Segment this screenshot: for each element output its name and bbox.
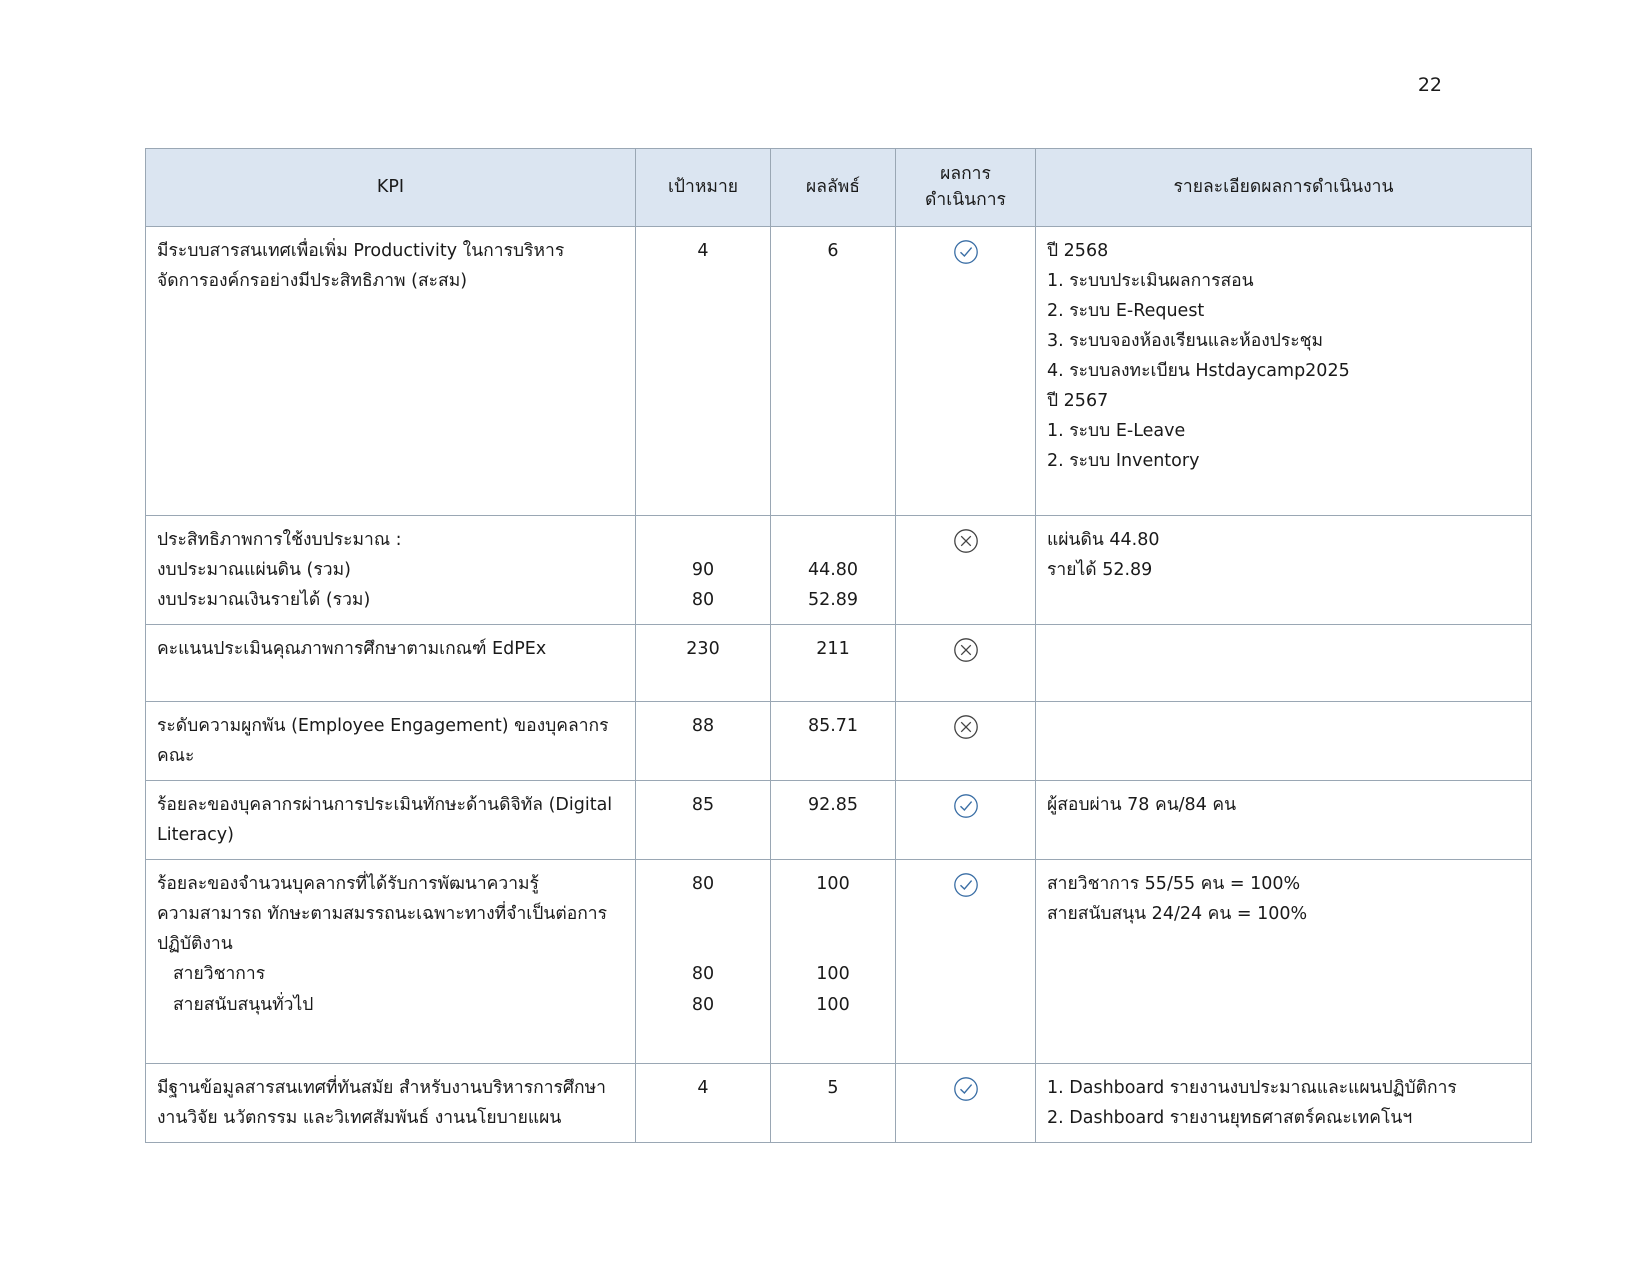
result-value: 92.85 [807, 794, 859, 815]
kpi-line: ความสามารถ ทักษะตามสมรรถนะเฉพาะทางที่จำเป็นต่อการ [157, 904, 608, 925]
cell-result [771, 226, 896, 515]
table-row [146, 226, 1532, 515]
kpi-line: ร้อยละของบุคลากรผ่านการประเมินทักษะด้านดิจิทัล (Digital [157, 794, 613, 815]
check-circle-icon [953, 872, 979, 898]
kpi-line: มีระบบสารสนเทศเพื่อเพิ่ม Productivity ในการบริหาร [157, 240, 565, 261]
page-number: 22 [1417, 74, 1442, 96]
result-value: 211 [816, 638, 850, 659]
detail-line: 3. ระบบจองห้องเรียนและห้องประชุม [1047, 330, 1324, 351]
cell-kpi [146, 226, 636, 515]
detail-line: 4. ระบบลงทะเบียน Hstdaycamp2025 [1047, 360, 1350, 381]
cell-result [771, 701, 896, 780]
table-row [146, 701, 1532, 780]
column-header-detail: รายละเอียดผลการดำเนินงาน [1036, 149, 1532, 227]
target-value: 4 [697, 240, 709, 261]
check-circle-icon [953, 239, 979, 265]
column-header-status-line1: ผลการ [940, 164, 991, 184]
cell-target [636, 515, 771, 624]
table-header-row [146, 149, 1532, 227]
result-value: 5 [827, 1078, 839, 1099]
cell-status [896, 515, 1036, 624]
detail-line: 2. ระบบ Inventory [1047, 451, 1200, 472]
cell-kpi [146, 624, 636, 701]
cell-kpi [146, 515, 636, 624]
table-header [146, 149, 1532, 227]
table-row [146, 1064, 1532, 1143]
cell-target [636, 226, 771, 515]
cell-result [771, 515, 896, 624]
detail-line: รายได้ 52.89 [1047, 559, 1153, 580]
result-value: 100 [816, 964, 850, 985]
kpi-table-container [145, 148, 1531, 1143]
cross-circle-icon [953, 714, 979, 740]
cell-result [771, 780, 896, 859]
cell-status [896, 780, 1036, 859]
kpi-line: งานวิจัย นวัตกรรม และวิเทศสัมพันธ์ งานนโยบายแผน [157, 1108, 562, 1129]
cell-status [896, 701, 1036, 780]
kpi-line: ระดับความผูกพัน (Employee Engagement) ของบุคลากร [157, 715, 609, 736]
result-value: 44.80 [807, 559, 859, 580]
detail-line: ปี 2568 [1047, 240, 1109, 261]
detail-line: แผ่นดิน 44.80 [1047, 529, 1160, 550]
cell-kpi [146, 1064, 636, 1143]
detail-line: สายสนับสนุน 24/24 คน = 100% [1047, 904, 1308, 925]
column-header-result: ผลลัพธ์ [771, 149, 896, 227]
target-value: 80 [691, 964, 715, 985]
cell-kpi [146, 860, 636, 1064]
column-header-kpi: KPI [146, 149, 636, 227]
detail-line: ผู้สอบผ่าน 78 คน/84 คน [1047, 794, 1237, 815]
check-circle-icon [953, 1076, 979, 1102]
result-value: 6 [827, 240, 839, 261]
table-row [146, 624, 1532, 701]
result-value: 52.89 [807, 589, 859, 610]
kpi-line: สายสนับสนุนทั่วไป [173, 994, 314, 1015]
kpi-table [145, 148, 1532, 1143]
cell-result [771, 1064, 896, 1143]
cell-detail [1036, 624, 1532, 701]
detail-line: 1. Dashboard รายงานงบประมาณและแผนปฏิบัติการ [1047, 1078, 1457, 1099]
target-value: 88 [691, 715, 715, 736]
cross-circle-icon [953, 528, 979, 554]
cell-detail [1036, 860, 1532, 1064]
cell-kpi [146, 780, 636, 859]
target-value: 80 [691, 589, 715, 610]
target-value: 230 [686, 638, 720, 659]
cell-status [896, 1064, 1036, 1143]
cell-status [896, 624, 1036, 701]
target-value: 80 [691, 994, 715, 1015]
cell-result [771, 860, 896, 1064]
cell-target [636, 701, 771, 780]
cell-result [771, 624, 896, 701]
detail-line: สายวิชาการ 55/55 คน = 100% [1047, 874, 1301, 895]
kpi-line: มีฐานข้อมูลสารสนเทศที่ทันสมัย สำหรับงานบริหารการศึกษา [157, 1078, 607, 1099]
cross-circle-icon [953, 637, 979, 663]
column-header-status-line2: ดำเนินการ [925, 190, 1006, 211]
cell-status [896, 860, 1036, 1064]
table-row [146, 780, 1532, 859]
detail-line: 1. ระบบ E-Leave [1047, 421, 1186, 442]
kpi-line: งบประมาณเงินรายได้ (รวม) [157, 589, 371, 610]
detail-line: 1. ระบบประเมินผลการสอน [1047, 270, 1254, 291]
kpi-line: Literacy) [157, 825, 234, 846]
table-row [146, 515, 1532, 624]
result-value: 100 [816, 874, 850, 895]
cell-target [636, 624, 771, 701]
kpi-line: ประสิทธิภาพการใช้งบประมาณ : [157, 529, 402, 550]
kpi-line: สายวิชาการ [173, 964, 266, 985]
check-circle-icon [953, 793, 979, 819]
detail-line: 2. ระบบ E-Request [1047, 300, 1205, 321]
kpi-line: จัดการองค์กรอย่างมีประสิทธิภาพ (สะสม) [157, 270, 468, 291]
column-header-status [896, 149, 1036, 227]
kpi-line: ร้อยละของจำนวนบุคลากรที่ได้รับการพัฒนาความรู้ [157, 874, 539, 895]
result-value: 85.71 [807, 715, 859, 736]
kpi-line: คณะ [157, 745, 195, 766]
target-value: 90 [691, 559, 715, 580]
cell-detail [1036, 515, 1532, 624]
cell-kpi [146, 701, 636, 780]
detail-line: 2. Dashboard รายงานยุทธศาสตร์คณะเทคโนฯ [1047, 1108, 1413, 1129]
kpi-line: งบประมาณแผ่นดิน (รวม) [157, 559, 351, 580]
kpi-line: คะแนนประเมินคุณภาพการศึกษาตามเกณฑ์ EdPEx [157, 638, 547, 659]
cell-status [896, 226, 1036, 515]
cell-target [636, 860, 771, 1064]
cell-detail [1036, 701, 1532, 780]
target-value: 80 [691, 874, 715, 895]
cell-target [636, 780, 771, 859]
cell-detail [1036, 1064, 1532, 1143]
cell-detail [1036, 226, 1532, 515]
cell-detail [1036, 780, 1532, 859]
cell-target [636, 1064, 771, 1143]
table-body [146, 226, 1532, 1143]
column-header-target: เป้าหมาย [636, 149, 771, 227]
target-value: 4 [697, 1078, 709, 1099]
table-row [146, 860, 1532, 1064]
detail-line: ปี 2567 [1047, 390, 1109, 411]
target-value: 85 [691, 794, 715, 815]
kpi-line: ปฏิบัติงาน [157, 934, 233, 955]
result-value: 100 [816, 994, 850, 1015]
